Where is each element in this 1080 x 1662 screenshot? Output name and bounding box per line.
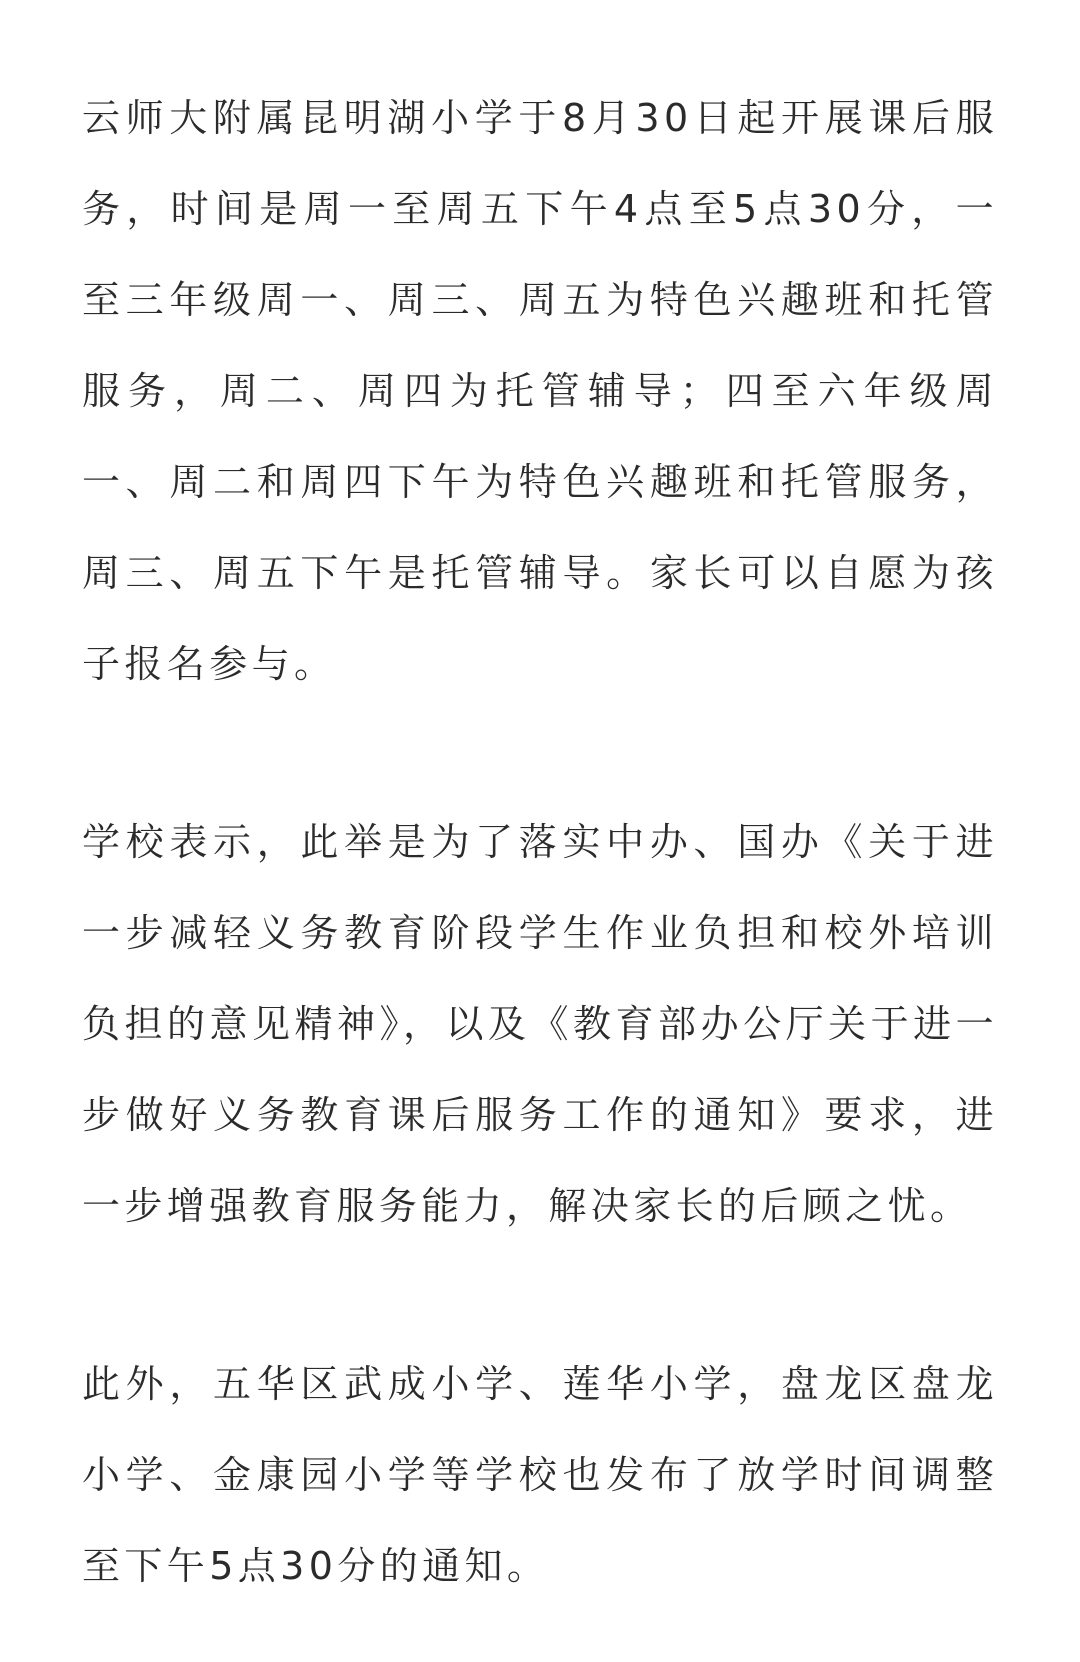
article-body (82, 73, 998, 1612)
paragraph-other-schools: 此外，五华区武成小学、莲华小学，盘龙区盘龙小学、金康园小学等学校也发布了放学时间调整至下午5点30分的通知。 (82, 1362, 998, 1588)
paragraph-school-statement: 学校表示，此举是为了落实中办、国办《关于进一步减轻义务教育阶段学生作业负担和校外培训负担的意见精神》，以及《教育部办公厅关于进一步做好义务教育课后服务工作的通知》要求，进一步增强教育服务能力，解决家长的后顾之忧。 (82, 820, 998, 1228)
paragraph-after-school-service: 云师大附属昆明湖小学于8月30日起开展课后服务，时间是周一至周五下午4点至5点30分，一至三年级周一、周三、周五为特色兴趣班和托管服务，周二、周四为托管辅导；四至六年级周一、周二和周四下午为特色兴趣班和托管服务，周三、周五下午是托管辅导。家长可以自愿为孩子报名参与。 (82, 96, 998, 686)
